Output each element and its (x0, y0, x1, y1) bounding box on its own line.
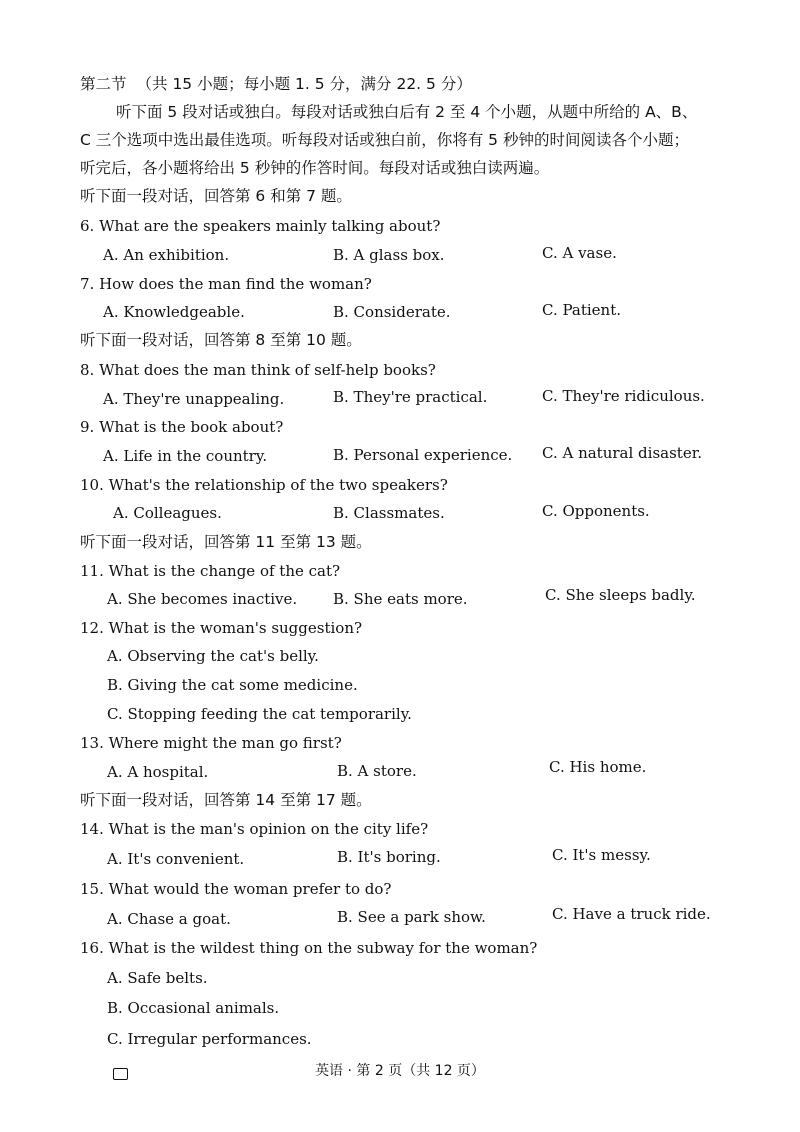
instruction-line-2: C 三个选项中选出最佳选项。听每段对话或独白前，你将有 5 秒钟的时间阅读各个小题； (80, 131, 689, 149)
instruction-line-1: 听下面 5 段对话或独白。每段对话或独白后有 2 至 4 个小题，从题中所给的 A、B、 (116, 103, 698, 121)
option-a: A. Knowledgeable. (103, 303, 245, 321)
question-text: 11. What is the change of the cat? (80, 562, 341, 580)
option-c: C. Irregular performances. (107, 1030, 312, 1048)
question-text: 12. What is the woman's suggestion? (80, 619, 363, 637)
option-b: B. She eats more. (333, 590, 468, 608)
option-c: C. It's messy. (552, 846, 651, 864)
question-text: 16. What is the wildest thing on the subway for the woman? (80, 939, 538, 957)
option-c: C. Have a truck ride. (552, 905, 711, 923)
option-a: A. Safe belts. (107, 969, 208, 987)
option-c: C. A natural disaster. (542, 444, 702, 462)
question-text: 13. Where might the man go first? (80, 734, 342, 752)
option-b: B. Classmates. (333, 504, 445, 522)
question-text: 9. What is the book about? (80, 418, 284, 436)
option-a: A. A hospital. (107, 763, 209, 781)
section-heading (80, 74, 472, 94)
option-a: A. Life in the country. (103, 447, 268, 465)
group-header: 听下面一段对话，回答第 6 和第 7 题。 (80, 187, 352, 205)
option-a: A. Observing the cat's belly. (107, 647, 319, 665)
option-c: C. Opponents. (542, 502, 650, 520)
question-text: 8. What does the man think of self-help books? (80, 361, 436, 379)
group-header: 听下面一段对话，回答第 11 至第 13 题。 (80, 533, 372, 551)
option-a: A. An exhibition. (103, 246, 230, 264)
group-header: 听下面一段对话，回答第 14 至第 17 题。 (80, 791, 372, 809)
option-c: C. Stopping feeding the cat temporarily. (107, 705, 412, 723)
option-a: A. It's convenient. (107, 850, 245, 868)
option-b: B. See a park show. (337, 908, 486, 926)
section-score-info: （共 15 小题；每小题 1. 5 分，满分 22. 5 分） (136, 75, 472, 93)
group-header: 听下面一段对话，回答第 8 至第 10 题。 (80, 331, 362, 349)
page-footer: 英语 · 第 2 页（共 12 页） (315, 1063, 485, 1079)
question-text: 6. What are the speakers mainly talking about? (80, 217, 441, 235)
option-a: A. Chase a goat. (107, 910, 231, 928)
option-b: B. Considerate. (333, 303, 451, 321)
option-a: A. Colleagues. (113, 504, 222, 522)
option-b: B. A glass box. (333, 246, 445, 264)
option-b: B. Occasional animals. (107, 999, 280, 1017)
option-a: A. She becomes inactive. (107, 590, 298, 608)
question-text: 14. What is the man's opinion on the city life? (80, 820, 429, 838)
section-title: 第二节 (80, 75, 127, 93)
option-c: C. A vase. (542, 244, 617, 262)
instruction-line-3: 听完后，各小题将给出 5 秒钟的作答时间。每段对话或独白读两遍。 (80, 159, 550, 177)
option-c: C. They're ridiculous. (542, 387, 705, 405)
question-text: 15. What would the woman prefer to do? (80, 880, 392, 898)
option-c: C. Patient. (542, 301, 621, 319)
option-c: C. She sleeps badly. (545, 586, 696, 604)
option-c: C. His home. (549, 758, 647, 776)
option-b: B. Personal experience. (333, 446, 513, 464)
option-b: B. Giving the cat some medicine. (107, 676, 358, 694)
question-text: 10. What's the relationship of the two speakers? (80, 476, 448, 494)
option-b: B. They're practical. (333, 388, 488, 406)
question-text: 7. How does the man find the woman? (80, 275, 372, 293)
option-a: A. They're unappealing. (103, 390, 285, 408)
option-b: B. A store. (337, 762, 417, 780)
option-b: B. It's boring. (337, 848, 441, 866)
